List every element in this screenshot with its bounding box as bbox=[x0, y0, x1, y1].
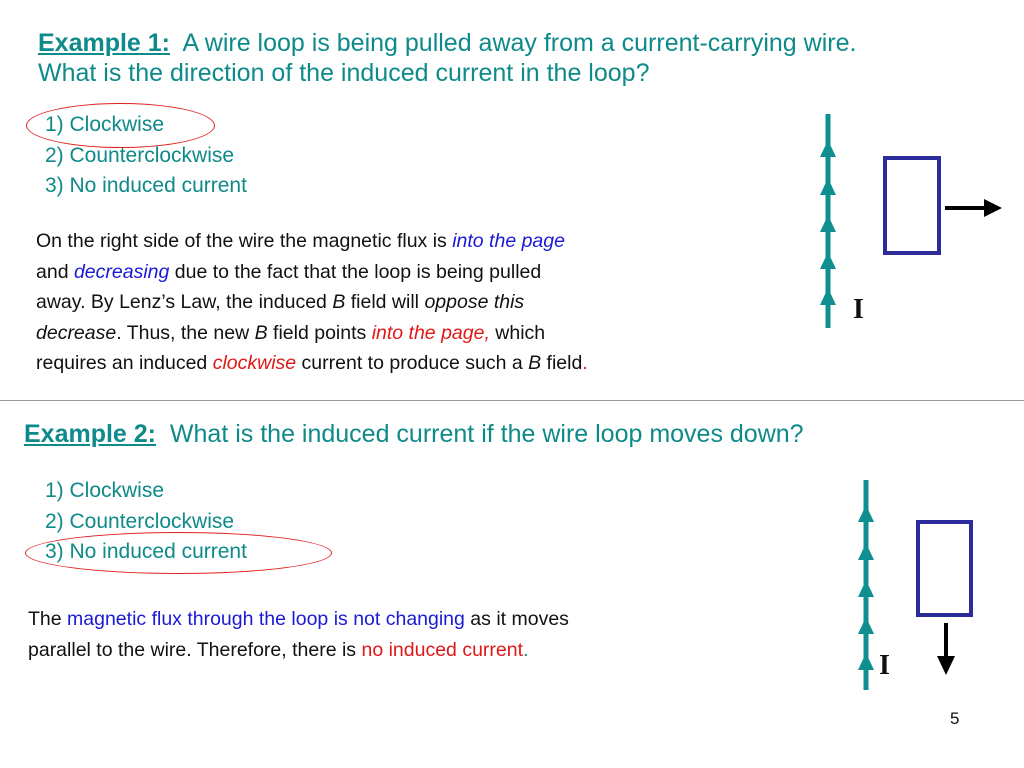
example1-option-3[interactable]: 3) No induced current bbox=[45, 174, 247, 197]
example1-explanation-line2: and decreasing due to the fact that the loop is being pulled bbox=[36, 260, 542, 283]
example1-option-2[interactable]: 2) Counterclockwise bbox=[45, 143, 235, 167]
example1-label: Example 1: bbox=[38, 29, 171, 57]
example1-explanation-line1: On the right side of the wire the magnetic flux is into the page bbox=[36, 230, 565, 252]
example2-wire-arrow-icon bbox=[858, 505, 874, 522]
example2-wire-arrow-icon bbox=[858, 617, 874, 634]
example2-question-text: What is the induced current if the wire loop moves down? bbox=[169, 420, 804, 448]
example2-wire-arrow-icon bbox=[858, 543, 874, 560]
example2-current-label: I bbox=[879, 650, 890, 681]
example1-question-line2: What is the direction of the induced current in the loop? bbox=[38, 59, 650, 87]
example1-question-line1: A wire loop is being pulled away from a current-carrying wire. bbox=[182, 29, 857, 57]
example1-explanation-line4: decrease. Thus, the new B field points into the page, which bbox=[36, 321, 546, 344]
example2-explanation-line1: The magnetic flux through the loop is not changing as it moves bbox=[28, 608, 569, 630]
example2-wire-loop bbox=[918, 522, 971, 615]
example1-explanation-line5: requires an induced clockwise current to produce such a B field. bbox=[36, 352, 588, 374]
example2-option-3[interactable]: 3) No induced current bbox=[45, 540, 247, 563]
example2-option-2[interactable]: 2) Counterclockwise bbox=[45, 509, 235, 533]
example1-explanation-line3: away. By Lenz’s Law, the induced B field will oppose this bbox=[36, 291, 525, 313]
example1-option-1[interactable]: 1) Clockwise bbox=[45, 113, 165, 136]
example2-motion-arrow-icon bbox=[937, 656, 955, 675]
example2-wire-arrow-icon bbox=[858, 580, 874, 597]
example2-label: Example 2: bbox=[24, 420, 157, 448]
example2-wire-arrow-icon bbox=[858, 653, 874, 670]
example2-explanation-line2: parallel to the wire. Therefore, there is no induced current. bbox=[28, 638, 529, 661]
page-number: 5 bbox=[950, 709, 960, 728]
example2-option-1[interactable]: 1) Clockwise bbox=[45, 479, 165, 502]
example1-current-label: I bbox=[853, 294, 864, 325]
